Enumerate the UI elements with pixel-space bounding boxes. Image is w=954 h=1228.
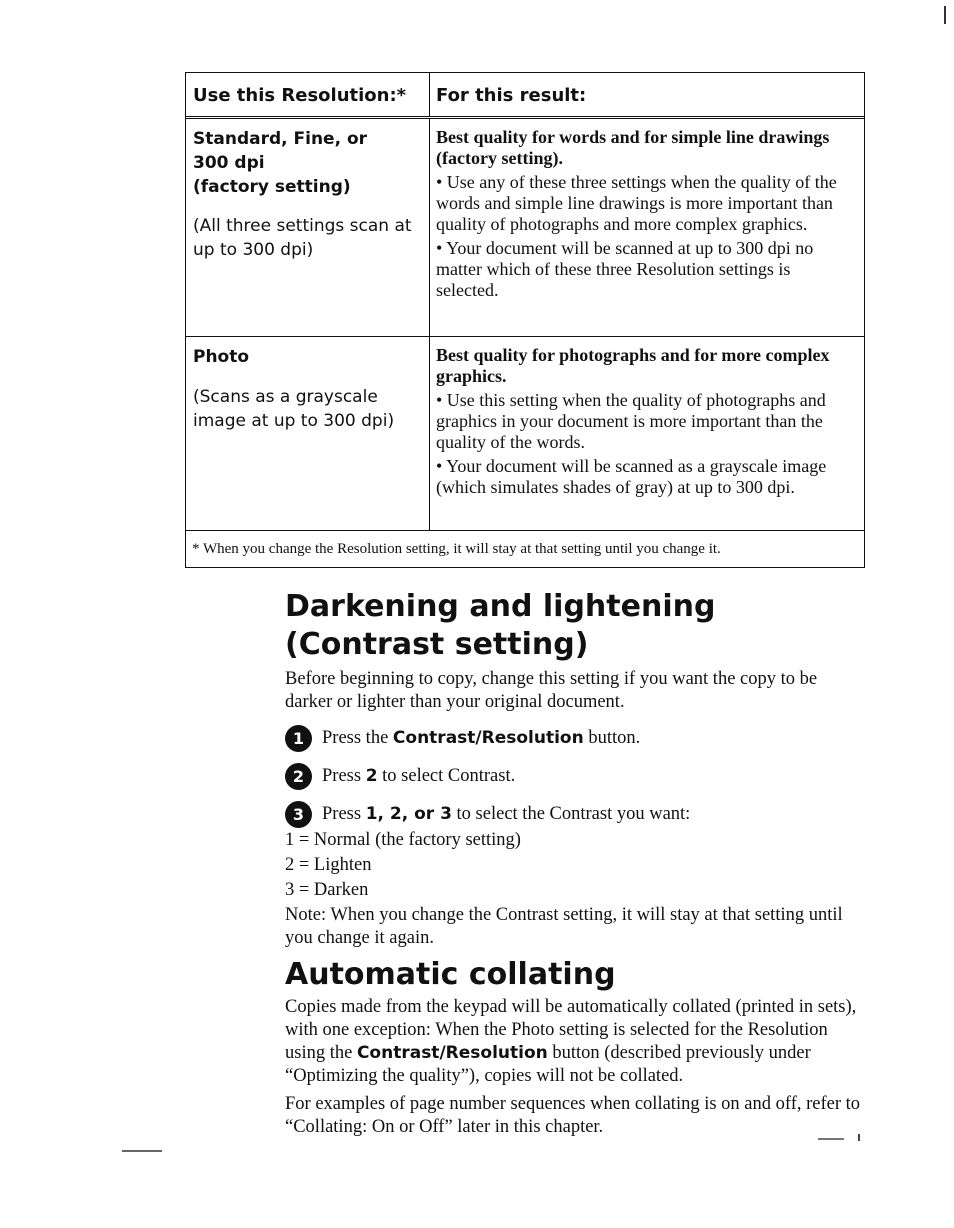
resolution-name-line: 300 dpi (193, 153, 265, 173)
contrast-title (285, 588, 865, 664)
table-row (186, 337, 864, 531)
result-cell (430, 119, 864, 336)
step-key: 2 (365, 766, 378, 786)
step-text: button. (583, 728, 641, 748)
table-footnote: * When you change the Resolution setting, it will stay at that setting until you change it. (192, 541, 721, 557)
table-header-row (186, 73, 864, 119)
collating-section (285, 956, 865, 1139)
step-text: Press the (322, 728, 393, 748)
contrast-option: 2 = Lighten (285, 855, 372, 875)
page-edge-mark (944, 6, 946, 24)
collating-key: Contrast/Resolution (356, 1043, 548, 1063)
collating-text: Copies made from the keypad will be automatically collated (printed in sets), with one exception: When the Photo setting is selected for the Resolution using the (285, 997, 857, 1063)
step-key: 1, 2, or 3 (365, 804, 452, 824)
scan-artifact (818, 1138, 844, 1140)
table-row (186, 119, 864, 337)
step-1 (285, 725, 865, 752)
resolution-name-line: Standard, Fine, or (193, 129, 368, 149)
collating-paragraph: For examples of page number sequences when collating is on and off, refer to “Collating: On or Off” later in this chapter. (285, 1094, 861, 1137)
step-number-icon: 2 (285, 763, 312, 790)
result-bullet: • Use any of these three settings when the quality of the words and simple line drawings is more important than quality of photographs and more complex graphics. (436, 172, 837, 234)
scan-artifact (858, 1134, 860, 1141)
step-text: Press (322, 804, 366, 824)
header-result: For this result: (436, 85, 587, 106)
resolution-name-line: Photo (193, 347, 250, 367)
result-bullet: • Your document will be scanned at up to 300 dpi no matter which of these three Resolution settings is selected. (436, 238, 814, 300)
result-bullet: • Use this setting when the quality of photographs and graphics in your document is more important than the quality of the words. (436, 390, 826, 452)
step-2 (285, 763, 865, 790)
contrast-intro: Before beginning to copy, change this setting if you want the copy to be darker or lighter than your original document. (285, 669, 818, 712)
contrast-options (285, 829, 865, 902)
collating-title: Automatic collating (285, 957, 616, 992)
step-text: to select Contrast. (377, 766, 516, 786)
contrast-option: 1 = Normal (the factory setting) (285, 830, 521, 850)
contrast-title-line: (Contrast setting) (285, 627, 589, 662)
result-bullet: • Your document will be scanned as a grayscale image (which simulates shades of gray) at up to 300 dpi. (436, 456, 827, 497)
resolution-name (193, 345, 421, 369)
contrast-title-line: Darkening and lightening (285, 589, 716, 624)
resolution-cell (186, 119, 430, 336)
step-number-icon: 3 (285, 801, 312, 828)
resolution-name (193, 127, 421, 199)
step-3 (285, 801, 865, 828)
step-text: to select the Contrast you want: (451, 804, 691, 824)
scan-artifact (122, 1150, 162, 1152)
contrast-section (285, 588, 865, 950)
collating-text: button (described previously under “Optimizing the quality”), copies will not be collated. (285, 1043, 811, 1086)
header-resolution: Use this Resolution:* (186, 73, 430, 116)
result-heading: Best quality for words and for simple line drawings (factory setting). (436, 127, 830, 168)
resolution-note: (Scans as a grayscale image at up to 300 dpi) (193, 387, 395, 431)
contrast-option: 3 = Darken (285, 880, 369, 900)
collating-paragraph (285, 996, 865, 1088)
resolution-name-line: (factory setting) (193, 177, 351, 197)
contrast-note: Note: When you change the Contrast setting, it will stay at that setting until you change it again. (285, 905, 843, 948)
step-key: Contrast/Resolution (392, 728, 584, 748)
result-cell (430, 337, 864, 530)
result-heading: Best quality for photographs and for more complex graphics. (436, 345, 830, 386)
resolution-cell (186, 337, 430, 530)
resolution-table (185, 72, 865, 568)
step-text: Press (322, 766, 366, 786)
step-number-icon: 1 (285, 725, 312, 752)
resolution-note: (All three settings scan at up to 300 dpi) (193, 216, 412, 260)
